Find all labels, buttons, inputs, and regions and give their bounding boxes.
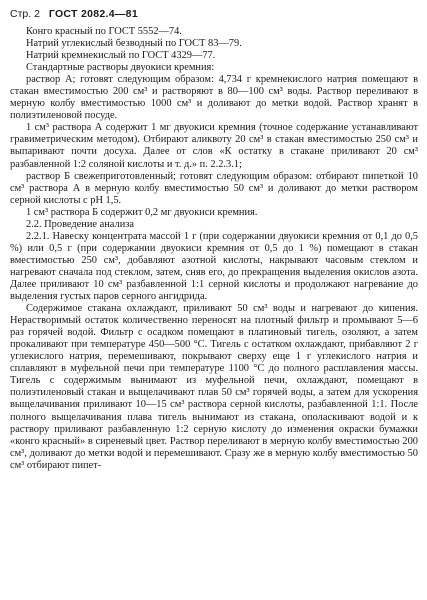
paragraph-solution-b-content: 1 см³ раствора Б содержит 0,2 мг двуокиси кремния. xyxy=(26,206,258,218)
paragraph-solution-a: раствор А; готовят следующим образом: 4,734 г кремнекислого натрия помещают в стакан вместимостью 200 см³ и растворяют в 80—100 см³ воды. Раствор переливают в мерную колбу вместимостью 1000 см³ и доливают до метки водой. Раствор хранят в полиэтиленовой посуде. xyxy=(10,74,418,122)
paragraph-solution-a-content: 1 см³ раствора А содержит 1 мг двуокиси кремния (точное содержание устанавливают гравиметрическим методом). Отбирают аликвоту 20 см³ в стакан вместимостью 250 см³ и выпаривают почти досуха. Далее от слов «К остатку в стакане приливают 20 см³ разбавленной 1:2 соляной кислоты и т. д.» п. 2.2.3.1; xyxy=(10,122,418,170)
paragraph-reagent-congo: Конго красный по ГОСТ 5552—74. xyxy=(26,26,182,37)
paragraph-standard-solutions-heading: Стандартные растворы двуокиси кремния: xyxy=(26,62,215,74)
paragraph-2-2-1: 2.2.1. Навеску концентрата массой 1 г (при содержании двуокиси кремния от 0,1 до 0,5 %) или 0,5 г (при содержании двуокиси кремния от 0,5 до 1 %) помещают в стакан вместимостью 250 см³, добавляют азотной кислоты, накрывают часовым стеклом и нагревают сначала под стеклом, затем, сняв его, до прекращения выделения окислов азота. Далее приливают 10 см³ разбавленной 1:1 серной кислоты и продолжают нагревание до выделения густых паров серного ангидрида. xyxy=(10,230,418,303)
paragraph-procedure: Содержимое стакана охлаждают, приливают 50 см³ воды и нагревают до кипения. Нерастворимый остаток количественно переносят на плотный фильтр и промывают 5—6 раз горячей водой. Фильтр с осадком помещают в платиновый тигель, озоляют, а затем прокаливают при температуре 450—500 °С. Тигель с остатком охлаждают, прибавляют 2 г углекислого натрия, перемешивают, покрывают сверху еще 1 г углекислого натрия и сплавляют в муфельной печи при температуре 1100 °С до полного расплавления массы. Тигель с содержимым вынимают из муфельной печи, охлаждают, помещают в полиэтиленовый стакан и выщелачивают плав 50 см³ горячей воды, а затем для ускорения выщелачивания приливают 10—15 см³ раствора серной кислоты, разбавленной 1:1. После полного выщелачивания плава тигель вынимают из стакана, ополаскивают водой и к раствору приливают разбавленную 1:2 серную кислоту до изменения окраски бумажки «конго красный» в сиреневый цвет. Раствор переливают в мерную колбу вместимостью 200 см³, доливают до метки водой и перемешивают. Сразу же в мерную колбу вместимостью 50 см³ отбирают пипет- xyxy=(10,303,418,471)
page-number: Стр. 2 xyxy=(10,8,40,20)
section-heading-analysis: 2.2. Проведение анализа xyxy=(26,218,134,230)
standard-code: ГОСТ 2082.4—81 xyxy=(48,8,138,20)
paragraph-reagent-sodium-carbonate: Натрий углекислый безводный по ГОСТ 83—79. xyxy=(26,38,242,50)
paragraph-solution-b: раствор Б свежеприготовленный; готовят следующим образом: отбирают пипеткой 10 см³ раствора А в мерную колбу вместимостью 50 см³ и доливают до метки раствором серной кислоты с pH 1,5. xyxy=(10,170,418,206)
paragraph-reagent-sodium-silicate: Натрий кремнекислый по ГОСТ 4329—77. xyxy=(26,50,216,62)
document-body xyxy=(10,26,418,472)
page-header xyxy=(10,8,420,20)
